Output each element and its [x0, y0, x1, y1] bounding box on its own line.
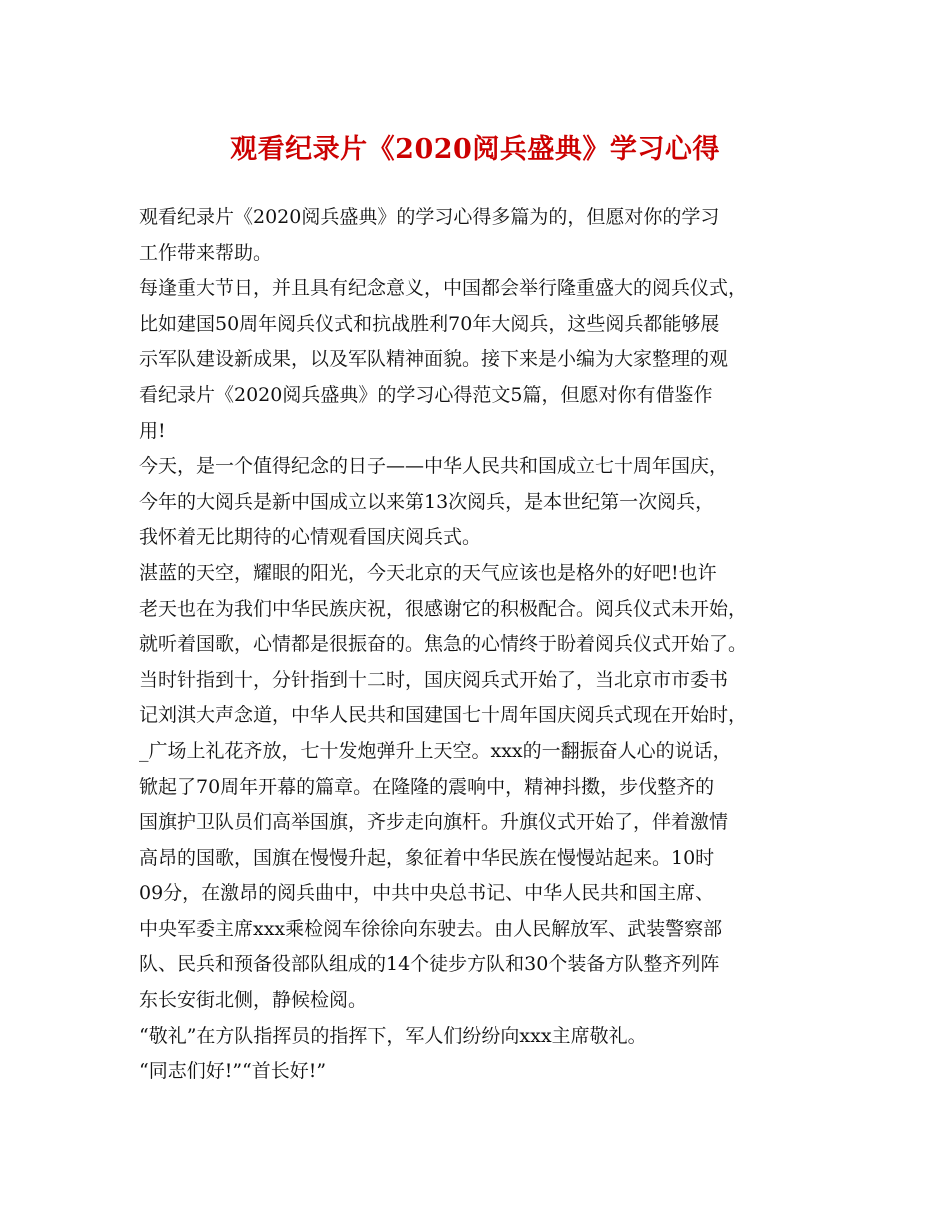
body-line: “同志们好!”“首长好!”: [139, 1060, 327, 1083]
body-line: 记刘淇大声念道，中华人民共和国建国七十周年国庆阅兵式现在开始时，: [139, 704, 748, 727]
body-line: 湛蓝的天空，耀眼的阳光，今天北京的天气应该也是格外的好吧!也许: [139, 561, 717, 584]
body-line: 我怀着无比期待的心情观看国庆阅兵式。: [139, 526, 482, 549]
body-line: 今年的大阅兵是新中国成立以来第13次阅兵，是本世纪第一次阅兵，: [139, 490, 715, 513]
body-line: 每逢重大节日，并且具有纪念意义，中国都会举行隆重盛大的阅兵仪式，: [139, 277, 748, 300]
body-line: 老天也在为我们中华民族庆祝，很感谢它的积极配合。阅兵仪式未开始，: [139, 597, 748, 620]
document-title: 观看纪录片《2020阅兵盛典》学习心得: [230, 134, 720, 165]
document-body: [139, 200, 829, 1090]
body-line: 观看纪录片《2020阅兵盛典》的学习心得多篇为的，但愿对你的学习: [139, 206, 720, 228]
body-line: 高昂的国歌，国旗在慢慢升起，象征着中华民族在慢慢站起来。10时: [139, 846, 715, 869]
body-line: 今天，是一个值得纪念的日子——中华人民共和国成立七十周年国庆，: [139, 455, 729, 478]
body-line: _广场上礼花齐放，七十发炮弹升上天空。xxx的一翻振奋人心的说话，: [139, 739, 732, 762]
body-line: 就听着国歌，心情都是很振奋的。焦急的心情终于盼着阅兵仪式开始了。: [139, 633, 748, 656]
body-line: 09分，在激昂的阅兵曲中，中共中央总书记、中华人民共和国主席、: [139, 882, 715, 905]
body-line: 队、民兵和预备役部队组成的14个徒步方队和30个装备方队整齐列阵: [139, 953, 720, 976]
body-line: 中央军委主席xxx乘检阅车徐徐向东驶去。由人民解放军、武装警察部: [139, 917, 723, 940]
body-line: 当时针指到十，分针指到十二时，国庆阅兵式开始了，当北京市市委书: [139, 668, 729, 691]
body-line: “敬礼”在方队指挥员的指挥下，军人们纷纷向xxx主席敬礼。: [139, 1024, 647, 1047]
body-line: 工作带来帮助。: [139, 241, 273, 264]
body-line: 比如建国50周年阅兵仪式和抗战胜利70年大阅兵，这些阅兵都能够展: [139, 312, 720, 335]
body-line: 用!: [139, 419, 166, 442]
body-line: 看纪录片《2020阅兵盛典》的学习心得范文5篇，但愿对你有借鉴作: [139, 383, 713, 406]
body-line: 国旗护卫队员们高举国旗，齐步走向旗杆。升旗仪式开始了，伴着激情: [139, 811, 729, 834]
body-line: 东长安街北侧，静候检阅。: [139, 989, 368, 1012]
body-line: 锨起了70周年开幕的篇章。在隆隆的震响中，精神抖擞，步伐整齐的: [139, 775, 715, 798]
body-line: 示军队建设新成果，以及军队精神面貌。接下来是小编为大家整理的观: [139, 348, 729, 371]
